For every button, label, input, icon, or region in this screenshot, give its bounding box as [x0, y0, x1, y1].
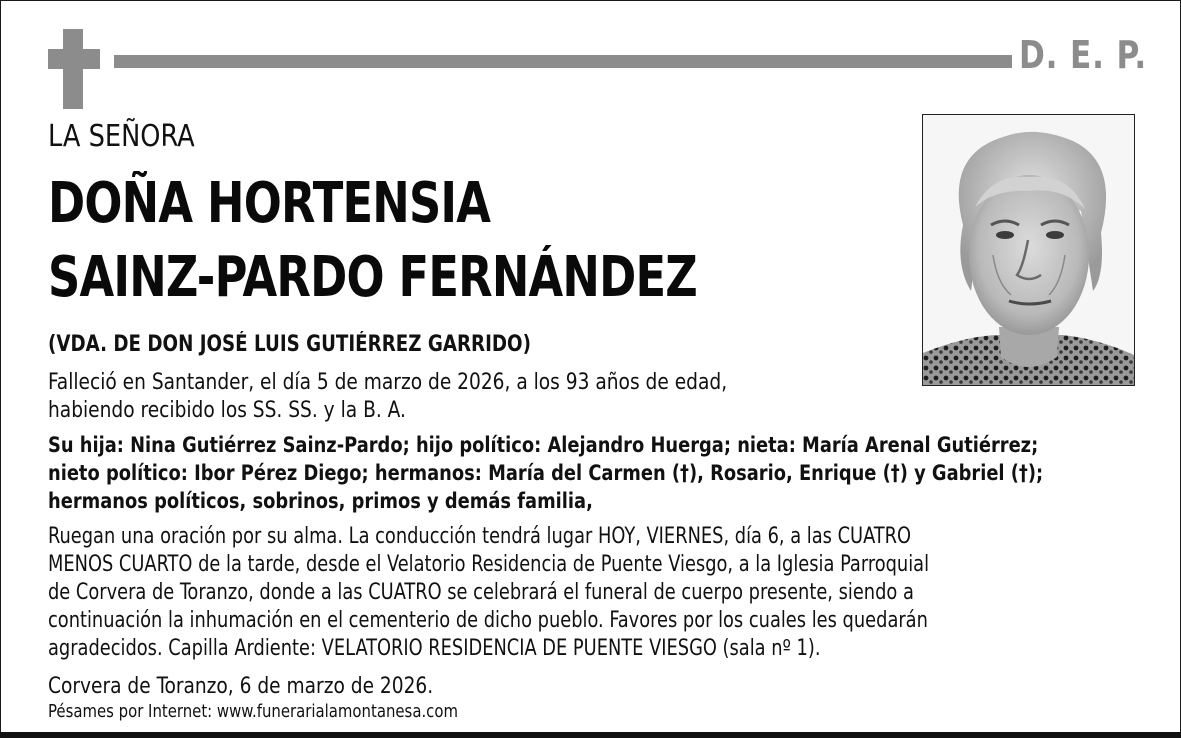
family-line-3: hermanos políticos, sobrinos, primos y demás familia,	[48, 489, 593, 513]
ceremony-line-1: Ruegan una oración por su alma. La conducción tendrá lugar HOY, VIERNES, día 6, a las CUATRO	[48, 524, 912, 549]
dep-label: D. E. P.	[1019, 33, 1148, 77]
honorific: LA SEÑORA	[48, 119, 195, 154]
deceased-name-line-2: SAINZ-PARDO FERNÁNDEZ	[48, 245, 697, 310]
header-rule	[114, 55, 1012, 68]
bottom-border	[0, 732, 1181, 738]
death-line-1: Falleció en Santander, el día 5 de marzo de 2026, a los 93 años de edad,	[48, 370, 728, 395]
death-line-2: habiendo recibido los SS. SS. y la B. A.	[48, 398, 406, 423]
widow-of-line: (VDA. DE DON JOSÉ LUIS GUTIÉRREZ GARRIDO)	[48, 332, 531, 357]
portrait-photo	[922, 114, 1135, 386]
ceremony-line-4: continuación la inhumación en el cementerio de dicho pueblo. Favores por los cuales les quedarán	[48, 608, 928, 633]
ceremony-line-3: de Corvera de Toranzo, donde a las CUATRO se celebrará el funeral de cuerpo presente, siendo a	[48, 580, 914, 605]
place-date: Corvera de Toranzo, 6 de marzo de 2026.	[48, 674, 434, 699]
family-line-2: nieto político: Ibor Pérez Diego; hermanos: María del Carmen (†), Rosario, Enrique (†) y Gabriel (†);	[48, 461, 1044, 485]
deceased-name-line-1: DOÑA HORTENSIA	[48, 171, 491, 236]
condolences-website: Pésames por Internet: www.funerarialamontanesa.com	[48, 701, 459, 722]
ceremony-line-2: MENOS CUARTO de la tarde, desde el Velatorio Residencia de Puente Viesgo, a la Iglesia Parroquial	[48, 552, 930, 577]
family-line-1: Su hija: Nina Gutiérrez Sainz-Pardo; hijo político: Alejandro Huerga; nieta: María Arenal Gutiérrez;	[48, 433, 1039, 457]
ceremony-line-5: agradecidos. Capilla Ardiente: VELATORIO RESIDENCIA DE PUENTE VIESGO (sala nº 1).	[48, 636, 821, 661]
